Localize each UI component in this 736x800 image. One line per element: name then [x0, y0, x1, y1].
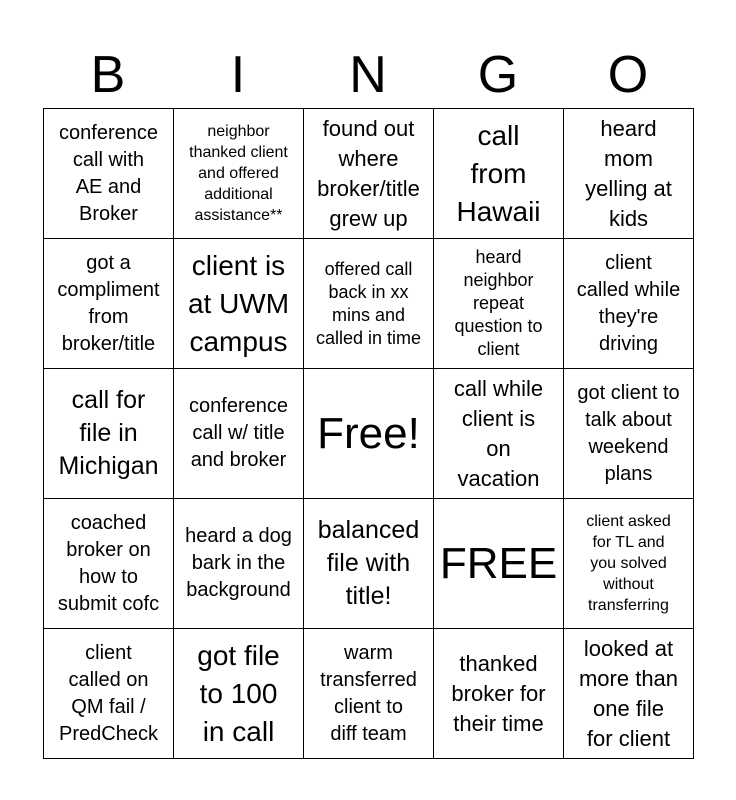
bingo-cell[interactable] [174, 369, 304, 499]
cell-text: got client to talk about weekend plans [577, 381, 680, 485]
cell-text: client is at UWM campus [187, 249, 290, 357]
bingo-cell[interactable] [564, 369, 694, 499]
bingo-cell[interactable] [434, 239, 564, 369]
bingo-cell[interactable] [44, 369, 174, 499]
header-letter-o: O [607, 46, 649, 104]
cell-text: looked at more than one file for client [578, 635, 679, 751]
free-space[interactable] [434, 499, 564, 629]
cell-text: call while client is on vacation [453, 375, 544, 491]
cell-text: offered call back in xx mins and called in time [315, 258, 422, 348]
bingo-cell[interactable] [304, 109, 434, 239]
free-space[interactable] [304, 369, 434, 499]
cell-text: found out where broker/title grew up [317, 115, 420, 231]
bingo-grid [43, 108, 694, 759]
bingo-header [43, 40, 693, 110]
bingo-cell[interactable] [434, 629, 564, 759]
bingo-cell[interactable] [434, 109, 564, 239]
bingo-cell[interactable] [44, 499, 174, 629]
bingo-cell[interactable] [564, 629, 694, 759]
header-letter-b: B [90, 46, 126, 104]
cell-text: conference call with AE and Broker [59, 121, 158, 225]
cell-text: client called while they're driving [576, 251, 681, 355]
cell-text: coached broker on how to submit cofc [57, 511, 160, 615]
bingo-cell[interactable] [564, 109, 694, 239]
bingo-cell[interactable] [304, 239, 434, 369]
bingo-cell[interactable] [44, 629, 174, 759]
header-letter-i: I [230, 46, 246, 104]
bingo-cell[interactable] [304, 499, 434, 629]
header-letter-g: G [477, 46, 519, 104]
cell-text: got file to 100 in call [197, 639, 280, 747]
cell-text: FREE [439, 538, 558, 588]
cell-text: got a compliment from broker/title [57, 251, 160, 355]
cell-text: conference call w/ title and broker [189, 395, 288, 471]
cell-text: client called on QM fail / PredCheck [59, 641, 158, 745]
cell-text: call from Hawaii [456, 119, 541, 227]
bingo-cell[interactable] [434, 369, 564, 499]
cell-text: balanced file with title! [317, 516, 420, 610]
bingo-cell[interactable] [174, 629, 304, 759]
cell-text: Free! [317, 408, 420, 458]
cell-text: heard neighbor repeat question to client [454, 247, 543, 359]
cell-text: heard mom yelling at kids [585, 115, 672, 231]
cell-text: heard a dog bark in the background [185, 525, 292, 601]
header-letter-n: N [349, 46, 387, 104]
bingo-cell[interactable] [304, 629, 434, 759]
bingo-cell[interactable] [564, 499, 694, 629]
bingo-cell[interactable] [174, 109, 304, 239]
bingo-cell[interactable] [44, 239, 174, 369]
cell-text: warm transferred client to diff team [320, 641, 417, 745]
bingo-cell[interactable] [564, 239, 694, 369]
cell-text: client asked for TL and you solved without transferring [586, 513, 671, 614]
cell-text: thanked broker for their time [451, 650, 546, 736]
bingo-cell[interactable] [174, 499, 304, 629]
bingo-cell[interactable] [44, 109, 174, 239]
cell-text: neighbor thanked client and offered additional assistance** [189, 123, 288, 224]
bingo-cell[interactable] [174, 239, 304, 369]
cell-text: call for file in Michigan [58, 386, 159, 480]
